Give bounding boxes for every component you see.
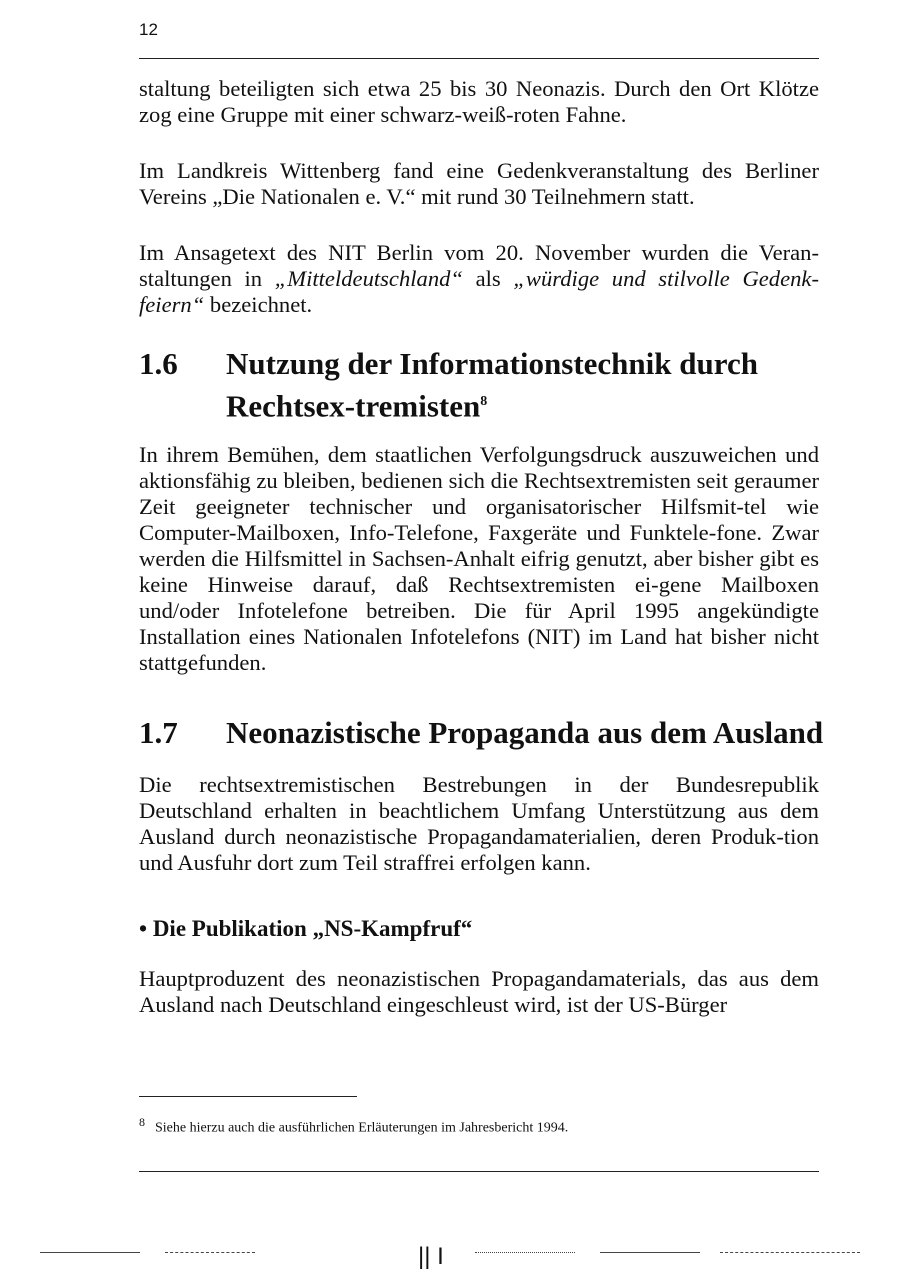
bullet-heading [139,915,472,943]
paragraph-3-quote-2: „würdige und stilvolle Gedenk-feiern“ [139,266,819,317]
scan-dash-mid-left [165,1252,255,1253]
paragraph-1: staltung beteiligten sich etwa 25 bis 30 Neonazis. Durch den Ort Klötze zog eine Gruppe mit einer schwarz-weiß-roten Fahne. [139,76,819,127]
paragraph-2: Im Landkreis Wittenberg fand eine Gedenkveranstaltung des Berliner Vereins „Die Nationalen e. V.“ mit rund 30 Teilnehmern statt. [139,158,819,209]
page-number: 12 [139,20,158,39]
section-1-7-heading [139,714,839,752]
section-1-6-title-text: Nutzung der Informationstechnik durch Rechtsex-tremisten [226,346,758,424]
bullet-symbol: • [139,916,148,941]
footer-rule [139,1171,819,1172]
section-1-6-body: In ihrem Bemühen, dem staatlichen Verfolgungsdruck auszuweichen und aktionsfähig zu bleiben, bedienen sich die Rechtsextremisten seit geraumer Zeit geeigneter technischer und organisatorischer Hilfsmit-tel wie Computer-Mailboxen, Info-Telefone, Faxgeräte und Funktele-fone. Zwar werden die Hilfsmittel in Sachsen-Anhalt eifrig genutzt, aber bisher gibt es keine Hinweise darauf, daß Rechtsextremisten ei-gene Mailboxen und/oder Infotelefone betreiben. Die für April 1995 angekündigte Installation eines Nationalen Infotelefons (NIT) im Land hat bisher nicht stattgefunden. [139,442,819,675]
footnote-rule [139,1096,357,1097]
footnote-ref: 8 [480,394,488,409]
footnote [139,1113,568,1138]
bullet-text: Die Publikation „NS-Kampfruf“ [152,916,473,941]
footnote-marker: 8 [139,1115,145,1129]
scan-dash-mid-right [475,1252,575,1253]
paragraph-3 [139,240,819,318]
section-1-7-body: Die rechtsextremistischen Bestrebungen in der Bundesrepublik Deutschland erhalten in beachtlichem Umfang Unterstützung aus dem Ausland durch neonazistische Propagandamaterialien, deren Produk-tion und Ausfuhr dort zum Teil straffrei erfolgen kann. [139,772,819,875]
paragraph-3-mid: als [463,266,514,291]
section-1-6-heading [139,345,839,425]
last-paragraph: Hauptproduzent des neonazistischen Propagandamaterials, das aus dem Ausland nach Deutschland eingeschleust wird, ist der US-Bürger [139,966,819,1017]
scan-mark: || I [418,1243,444,1270]
section-1-6-number: 1.6 [139,346,178,381]
scan-dash-far-right [720,1252,860,1253]
paragraph-3-quote-1: „Mitteldeutschland“ [274,266,463,291]
paragraph-3-end: bezeichnet. [204,292,313,317]
header-rule [139,58,819,59]
scan-dash-right [600,1252,700,1253]
footnote-text: Siehe hierzu auch die ausführlichen Erläuterungen im Jahresbericht 1994. [155,1120,569,1136]
section-1-7-title: Neonazistische Propaganda aus dem Ausland [226,715,824,750]
section-1-6-title [226,345,839,425]
paragraph-3-start: Im Ansagetext des NIT Berlin vom 20. November wurden die Veran-staltungen in [139,240,819,291]
scan-dash-left [40,1252,140,1253]
section-1-7-number: 1.7 [139,715,178,750]
